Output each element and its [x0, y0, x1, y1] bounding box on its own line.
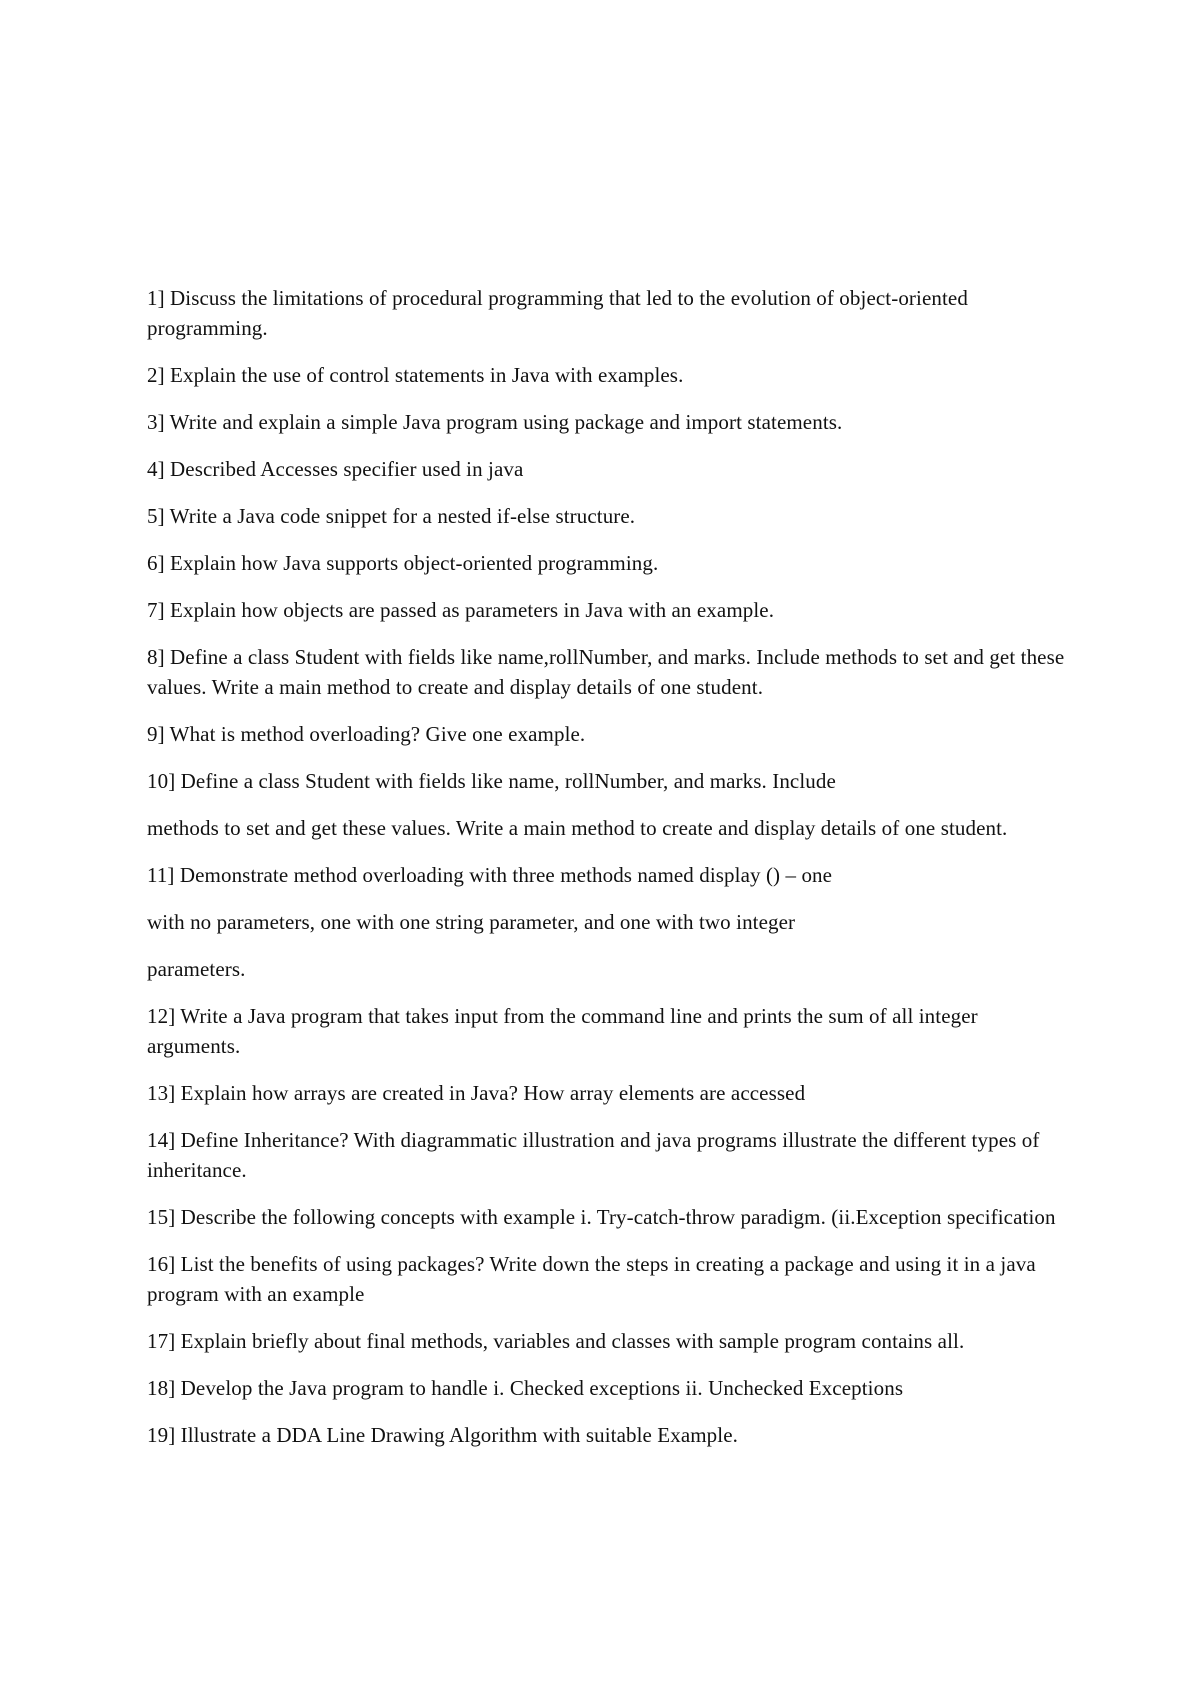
question-11: 11] Demonstrate method overloading with three methods named display () – one — [147, 863, 833, 887]
question-14: 14] Define Inheritance? With diagrammatic illustration and java programs illustrate the different types of inheritance. — [147, 1128, 1040, 1182]
question-9: 9] What is method overloading? Give one example. — [147, 722, 586, 746]
question-8: 8] Define a class Student with fields like name,rollNumber, and marks. Include methods to set and get these values. Write a main method to create and display details of one student. — [147, 645, 1065, 699]
question-1: 1] Discuss the limitations of procedural programming that led to the evolution of object-oriented programming. — [147, 286, 968, 340]
question-12: 12] Write a Java program that takes input from the command line and prints the sum of all integer arguments. — [147, 1004, 978, 1058]
question-17: 17] Explain briefly about final methods, variables and classes with sample program contains all. — [147, 1329, 965, 1353]
question-15: 15] Describe the following concepts with example i. Try-catch-throw paradigm. (ii.Exception specification — [147, 1205, 1056, 1229]
question-13: 13] Explain how arrays are created in Java? How array elements are accessed — [147, 1081, 806, 1105]
question-4: 4] Described Accesses specifier used in java — [147, 457, 524, 481]
question-11-end: parameters. — [147, 957, 246, 981]
question-10: 10] Define a class Student with fields like name, rollNumber, and marks. Include — [147, 769, 836, 793]
question-7: 7] Explain how objects are passed as parameters in Java with an example. — [147, 598, 775, 622]
question-18: 18] Develop the Java program to handle i. Checked exceptions ii. Unchecked Exceptions — [147, 1376, 904, 1400]
question-5: 5] Write a Java code snippet for a nested if-else structure. — [147, 504, 636, 528]
question-2: 2] Explain the use of control statements in Java with examples. — [147, 363, 684, 387]
question-10-continued: methods to set and get these values. Write a main method to create and display details of one student. — [147, 816, 1008, 840]
question-list — [147, 283, 1067, 1450]
question-16: 16] List the benefits of using packages? Write down the steps in creating a package and using it in a java program with an example — [147, 1252, 1036, 1306]
question-6: 6] Explain how Java supports object-oriented programming. — [147, 551, 659, 575]
question-11-continued: with no parameters, one with one string parameter, and one with two integer — [147, 910, 796, 934]
question-19: 19] Illustrate a DDA Line Drawing Algorithm with suitable Example. — [147, 1423, 738, 1447]
question-3: 3] Write and explain a simple Java program using package and import statements. — [147, 410, 843, 434]
